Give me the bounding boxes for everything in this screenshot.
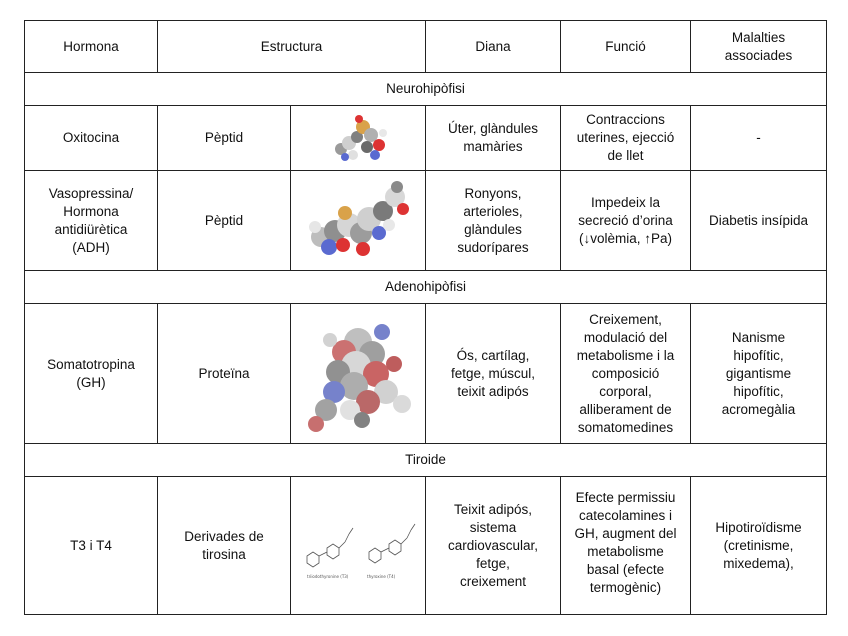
table-row-oxitocina [25, 106, 827, 171]
section-title: Adenohipòfisi [25, 271, 827, 304]
cell-hormona: T3 i T4 [25, 477, 158, 615]
t4-caption: thyroxine (T4) [367, 573, 396, 579]
table-row-somatotropina [25, 304, 827, 444]
cell-malalties: - [691, 106, 827, 171]
oxytocin-molecule-image [291, 106, 426, 171]
cell-malalties: Nanisme hipofític, gigantisme hipofític, acromegàlia [691, 304, 827, 444]
cell-funcio: Contraccions uterines, ejecció de llet [561, 106, 691, 171]
cell-diana: Úter, glàndules mamàries [426, 106, 561, 171]
section-row-tiroide [25, 444, 827, 477]
header-diana: Diana [426, 21, 561, 73]
cell-malalties: Diabetis insípida [691, 171, 827, 271]
header-row [25, 21, 827, 73]
cell-funcio: Efecte permissiu catecolamines i GH, augment del metabolisme basal (efecte termogènic) [561, 477, 691, 615]
section-title: Neurohipòfisi [25, 73, 827, 106]
header-malalties: Malalties associades [691, 21, 827, 73]
hormones-table [24, 20, 827, 615]
table-row-t3-t4 [25, 477, 827, 615]
cell-funcio: Impedeix la secreció d’orina (↓volèmia, ↑Pa) [561, 171, 691, 271]
cell-diana: Teixit adipós, sistema cardiovascular, fetge, creixement [426, 477, 561, 615]
cell-estructura: Proteïna [158, 304, 291, 444]
cell-estructura: Derivades de tirosina [158, 477, 291, 615]
vasopressin-molecule-image [291, 171, 426, 271]
header-hormona: Hormona [25, 21, 158, 73]
thyroid-hormones-structure-image [291, 477, 426, 615]
t3-caption: triiodothyronine (T3) [307, 573, 349, 579]
cell-hormona: Somatotropina (GH) [25, 304, 158, 444]
cell-estructura: Pèptid [158, 106, 291, 171]
cell-funcio: Creixement, modulació del metabolisme i la composició corporal, alliberament de somatomedines [561, 304, 691, 444]
cell-diana: Ronyons, arterioles, glàndules sudorípares [426, 171, 561, 271]
cell-diana: Ós, cartílag, fetge, múscul, teixit adipós [426, 304, 561, 444]
cell-malalties: Hipotiroïdisme (cretinisme, mixedema), [691, 477, 827, 615]
section-row-neurohipofisi [25, 73, 827, 106]
cell-hormona: Oxitocina [25, 106, 158, 171]
table-row-vasopressina [25, 171, 827, 271]
cell-hormona: Vasopressina/ Hormona antidiürètica (ADH) [25, 171, 158, 271]
header-funcio: Funció [561, 21, 691, 73]
section-row-adenohipofisi [25, 271, 827, 304]
header-estructura: Estructura [158, 21, 426, 73]
somatotropin-protein-image [291, 304, 426, 444]
cell-estructura: Pèptid [158, 171, 291, 271]
section-title: Tiroide [25, 444, 827, 477]
